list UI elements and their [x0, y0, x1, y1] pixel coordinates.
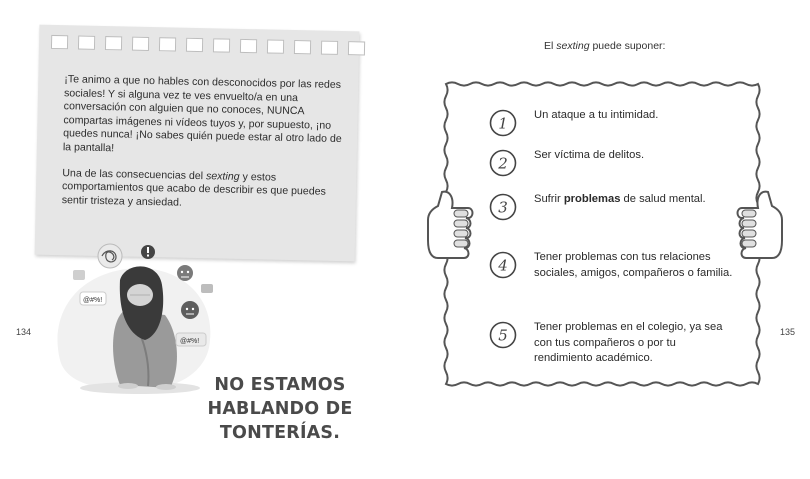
headline-line-3: TONTERÍAS. [219, 423, 341, 443]
list-item-text: Tener problemas en el colegio, ya sea con tus compañeros o por tu rendimiento académico. [534, 321, 723, 365]
list-item-text: Sufrir problemas de salud mental. [534, 193, 706, 205]
curse-bubble-right: @#%! [180, 338, 200, 345]
list-item-text: Un ataque a tu intimidad. [534, 109, 659, 121]
svg-text:5: 5 [498, 326, 508, 345]
list-item [488, 148, 734, 178]
number-circle-icon [488, 192, 518, 222]
emphasis-problemas: problemas [563, 193, 621, 205]
list-item [488, 108, 734, 138]
hand-left-icon [424, 190, 476, 275]
svg-text:4: 4 [498, 256, 508, 275]
list-item [488, 250, 734, 281]
right-intro: El sexting puede suponer: [544, 40, 666, 52]
note-paragraph-2: Una de las consecuencias del sexting y estos comportamientos que acabo de describir es que puedes sentir tristeza y ansiedad. [61, 166, 326, 209]
svg-text:3: 3 [498, 198, 508, 217]
svg-text:1: 1 [498, 114, 508, 133]
note-text [61, 73, 349, 225]
distressed-girl-illustration [40, 240, 230, 400]
number-circle-icon [488, 320, 518, 350]
headline-line-2: HABLANDO DE [207, 399, 353, 419]
headline [205, 373, 355, 445]
page-number-right: 135 [780, 327, 796, 337]
sexting-term: sexting [205, 169, 240, 183]
curse-bubble-left: @#%! [83, 297, 103, 304]
sexting-term-right: sexting [556, 40, 590, 52]
svg-text:2: 2 [498, 154, 508, 173]
note-paragraph-1: ¡Te animo a que no hables con desconocidos por las redes sociales! Y si alguna vez te ves envuelto/a en una conversación con alguien que no conoces, NUNCA compartas imágenes ni vídeos tuyos y, por supuesto, ¡no quedes nunca! ¡No sabes quién puede estar al otro lado de la pantalla! [62, 73, 342, 155]
hand-right-icon [734, 190, 786, 275]
list-item-text: Ser víctima de delitos. [534, 149, 645, 161]
number-circle-icon [488, 250, 518, 280]
number-circle-icon [488, 108, 518, 138]
page-number-left: 134 [16, 327, 32, 337]
number-circle-icon [488, 148, 518, 178]
note-card [35, 25, 360, 262]
list-item-text: Tener problemas con tus relaciones sociales, amigos, compañeros o familia. [534, 251, 733, 279]
list-item [488, 192, 734, 222]
note-perforation [51, 35, 365, 56]
headline-line-1: NO ESTAMOS [214, 375, 346, 395]
list-item [488, 320, 734, 367]
